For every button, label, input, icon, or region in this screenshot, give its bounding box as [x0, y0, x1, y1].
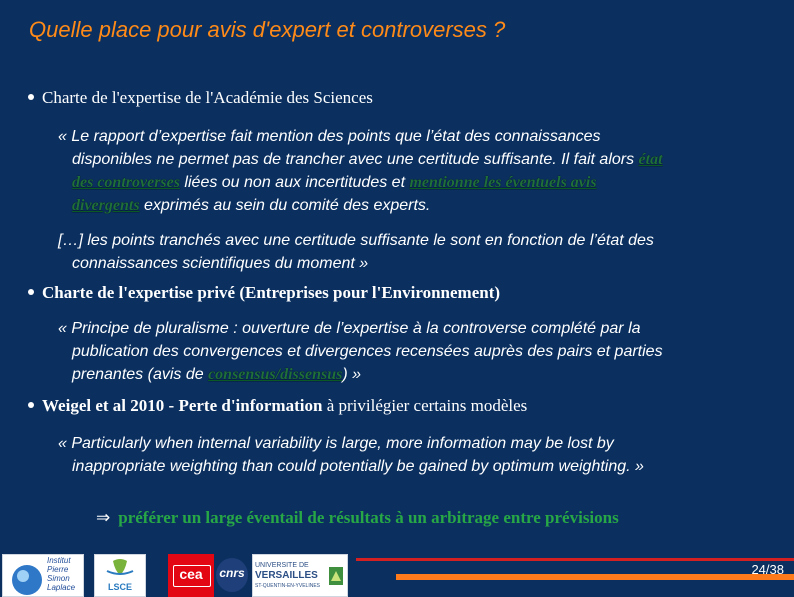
quote-text: liées ou non aux incertitudes et [179, 174, 410, 191]
highlight-consensus: consensus/dissensus [208, 366, 343, 383]
bullet-dot-icon [28, 94, 34, 100]
conclusion [96, 508, 619, 528]
quote-text: prenantes (avis de [72, 366, 209, 383]
uvsq-line: UNIVERSITE DE [255, 562, 309, 569]
quote-line: […] les points tranchés avec une certitude suffisante le sont en fonction de l’état des [58, 232, 654, 249]
slide-title: Quelle place pour avis d'expert et controverses ? [29, 17, 506, 42]
bullet-dot-icon [28, 289, 34, 295]
bullet-bold-text: Weigel et al 2010 - Perte d'information [42, 396, 323, 415]
bullet-epe [28, 283, 500, 303]
cnrs-logo [216, 558, 248, 592]
bullet-text: Charte de l'expertise de l'Académie des Sciences [42, 88, 373, 107]
lsce-text: LSCE [107, 582, 132, 592]
bullet-text: à privilégier certains modèles [322, 396, 528, 415]
uvsq-line: VERSAILLES [255, 570, 318, 581]
conclusion-text: préférer un large éventail de résultats à un arbitrage entre prévisions [118, 508, 619, 527]
uvsq-line: ST-QUENTIN-EN-YVELINES [255, 583, 321, 589]
quote-text: ) » [342, 366, 362, 383]
ipsl-logo [2, 554, 84, 597]
quote-line [58, 363, 788, 386]
lsce-logo [94, 554, 146, 597]
quote-line: « Le rapport d’expertise fait mention des points que l’état des connaissances [58, 128, 601, 145]
ipsl-word: Simon [47, 574, 70, 583]
ipsl-text [47, 556, 75, 592]
uvsq-logo [252, 554, 348, 597]
highlight-etat: état [638, 151, 663, 168]
bullet-academie [28, 88, 373, 108]
quote-text: exprimés au sein du comité des experts. [139, 197, 431, 214]
quote-weigel [58, 432, 788, 478]
uvsq-emblem-icon [327, 565, 345, 587]
quote-epe [58, 317, 788, 386]
quote-line: « Principe de pluralisme : ouverture de l’expertise à la controverse complété par la [58, 320, 641, 337]
highlight-controverses: des controverses [72, 174, 180, 191]
implies-arrow-icon: ⇒ [96, 508, 111, 527]
cnrs-text: cnrs [219, 566, 245, 580]
quote-academie [58, 125, 788, 275]
bullet-dot-icon [28, 402, 34, 408]
footer-orange-bar [396, 574, 794, 580]
quote-line: connaissances scientifiques du moment » [72, 255, 369, 272]
quote-line: publication des convergences et divergences recensées auprès des pairs et parties [72, 343, 663, 360]
ipsl-word: Institut [47, 556, 71, 565]
ipsl-word: Pierre [47, 565, 69, 574]
highlight-avis: mentionne les éventuels avis [409, 174, 597, 191]
quote-line: « Particularly when internal variability is large, more information may be lost by [58, 435, 614, 452]
cea-text: cea [179, 566, 203, 582]
quote-line: inappropriate weighting than could potentially be gained by optimum weighting. » [72, 458, 644, 475]
highlight-divergents: divergents [72, 197, 140, 214]
page-number: 24/38 [751, 562, 784, 577]
footer-red-bar [356, 558, 794, 561]
ipsl-word: Laplace [47, 583, 76, 592]
quote-line [58, 194, 788, 217]
quote-line [58, 148, 788, 171]
uvsq-text [255, 561, 320, 591]
quote-line [58, 171, 788, 194]
bullet-text: Charte de l'expertise privé (Entreprises pour l'Environnement) [42, 283, 501, 302]
bullet-weigel [28, 396, 527, 416]
quote-text: disponibles ne permet pas de trancher avec une certitude suffisante. Il fait alors [72, 151, 639, 168]
cea-logo [168, 554, 214, 597]
